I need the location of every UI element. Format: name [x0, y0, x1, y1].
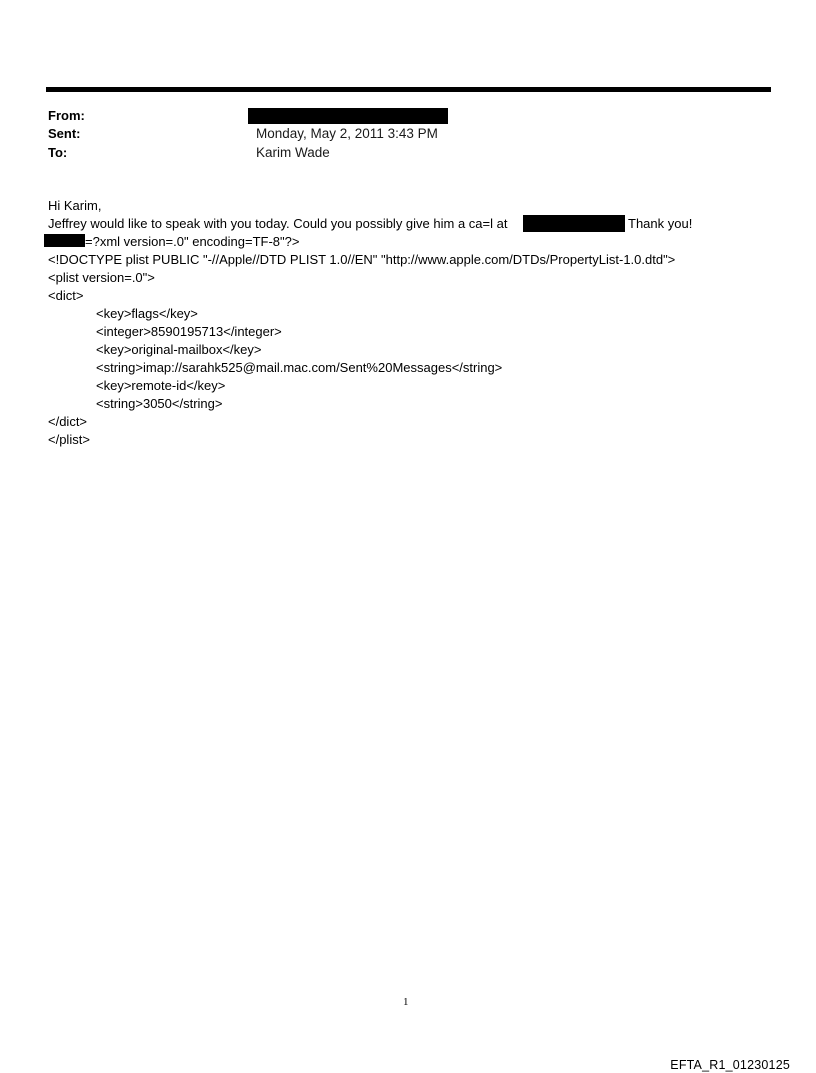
- greeting: Hi Karim,: [48, 198, 102, 213]
- bates-number: EFTA_R1_01230125: [670, 1058, 790, 1072]
- phone-redaction: [523, 215, 625, 232]
- xml-close-plist: </plist>: [48, 432, 90, 447]
- from-redaction: [248, 108, 448, 124]
- xml-key-remote-id: <key>remote-id</key>: [96, 378, 226, 393]
- body-line-2: =?xml version=.0" encoding=TF-8"?>: [85, 234, 300, 249]
- xml-string-remote-id: <string>3050</string>: [96, 396, 223, 411]
- to-label: To:: [48, 145, 68, 160]
- xml-key-flags: <key>flags</key>: [96, 306, 198, 321]
- xml-key-mailbox: <key>original-mailbox</key>: [96, 342, 262, 357]
- sent-label: Sent:: [48, 126, 81, 141]
- line-2-redaction: [44, 234, 85, 247]
- body-line-1-text: Jeffrey would like to speak with you today. Could you possibly give him a ca=l at: [48, 216, 508, 231]
- sent-value: Monday, May 2, 2011 3:43 PM: [256, 126, 438, 141]
- xml-integer: <integer>8590195713</integer>: [96, 324, 282, 339]
- body-line-1-thanks: Thank you!: [628, 216, 693, 231]
- xml-line-doctype: <!DOCTYPE plist PUBLIC "-//Apple//DTD PLIST 1.0//EN" "http://www.apple.com/DTDs/PropertyList-1.0.dtd">: [48, 252, 676, 267]
- xml-line-plist: <plist version=.0">: [48, 270, 155, 285]
- page-number: 1: [403, 996, 409, 1008]
- from-label: From:: [48, 108, 85, 123]
- xml-line-dict: <dict>: [48, 288, 84, 303]
- to-value: Karim Wade: [256, 145, 330, 160]
- xml-close-dict: </dict>: [48, 414, 88, 429]
- header-rule: [46, 87, 771, 92]
- xml-string-mailbox: <string>imap://sarahk525@mail.mac.com/Sent%20Messages</string>: [96, 360, 503, 375]
